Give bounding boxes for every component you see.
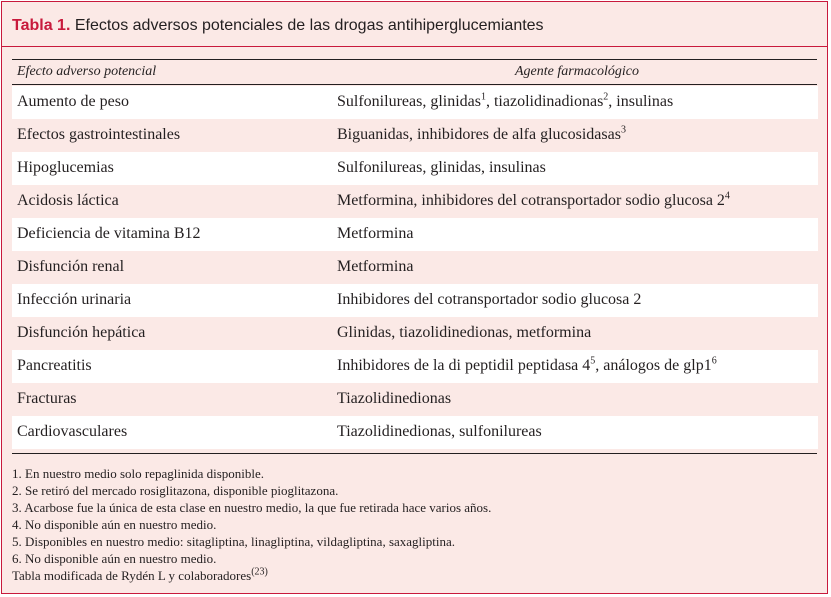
table-row [12, 383, 818, 416]
column-header-effect: Efecto adverso potencial [17, 64, 157, 79]
table-row [12, 86, 818, 119]
text-segment: Inhibidores de la di peptidil peptidasa 4 [337, 357, 591, 374]
pharmacological-agent-cell [337, 357, 717, 375]
text-segment: , análogos de glp1 [595, 357, 712, 374]
column-header-agent: Agente farmacológico [515, 64, 640, 79]
table-row [12, 152, 818, 185]
superscript-reference: (23) [251, 566, 268, 578]
text-segment: 5. Disponibles en nuestro medio: sitagliptina, linagliptina, vildagliptina, saxagliptina. [12, 534, 456, 549]
footnote [12, 550, 491, 567]
table-row [12, 350, 818, 383]
table-frame [1, 1, 828, 594]
adverse-effect-cell: Cardiovasculares [17, 423, 128, 440]
text-segment: Metformina, inhibidores del cotransportador sodio glucosa 2 [337, 192, 725, 209]
table-row [12, 416, 818, 449]
superscript-reference: 5 [590, 355, 596, 367]
header-bottom-rule [12, 84, 817, 85]
table-row [12, 185, 818, 218]
adverse-effect-cell: Fracturas [17, 390, 77, 407]
pharmacological-agent-cell [337, 390, 451, 408]
text-segment: Tiazolidinedionas [337, 390, 452, 407]
table-row [12, 284, 818, 317]
header-top-rule [12, 59, 817, 60]
adverse-effect-cell: Deficiencia de vitamina B12 [17, 225, 201, 242]
pharmacological-agent-cell [337, 324, 591, 342]
text-segment: 1. En nuestro medio solo repaglinida disponible. [12, 466, 265, 481]
pharmacological-agent-cell [337, 258, 413, 276]
text-segment: Sulfonilureas, glinidas, insulinas [337, 159, 546, 176]
table-bottom-rule [12, 453, 817, 454]
text-segment: 4. No disponible aún en nuestro medio. [12, 517, 217, 532]
text-segment: Metformina [337, 258, 414, 275]
pharmacological-agent-cell [337, 225, 413, 243]
pharmacological-agent-cell [337, 291, 641, 309]
text-segment: , tiazolidinadionas [485, 93, 604, 110]
pharmacological-agent-cell [337, 423, 542, 441]
text-segment: Tiazolidinedionas, sulfonilureas [337, 423, 542, 440]
footnote [12, 533, 491, 550]
adverse-effect-cell: Hipoglucemias [17, 159, 114, 176]
text-segment: Inhibidores del cotransportador sodio glucosa 2 [337, 291, 642, 308]
footnote [12, 465, 491, 482]
footnote [12, 567, 491, 584]
text-segment: Sulfonilureas, glinidas [337, 93, 481, 110]
pharmacological-agent-cell [337, 159, 546, 177]
superscript-reference: 1 [480, 91, 486, 103]
text-segment: , insulinas [608, 93, 674, 110]
text-segment: 2. Se retiró del mercado rosiglitazona, disponible pioglitazona. [12, 483, 339, 498]
superscript-reference: 3 [620, 124, 626, 136]
superscript-reference: 4 [724, 190, 730, 202]
pharmacological-agent-cell [337, 192, 730, 210]
footnote [12, 516, 491, 533]
table-title [12, 17, 544, 35]
superscript-reference: 2 [603, 91, 609, 103]
pharmacological-agent-cell [337, 93, 673, 111]
footnotes [12, 465, 491, 584]
table-title-text: Efectos adversos potenciales de las drogas antihiperglucemiantes [70, 17, 544, 34]
text-segment: Metformina [337, 225, 414, 242]
adverse-effect-cell: Acidosis láctica [17, 192, 119, 209]
text-segment: Tabla modificada de Rydén L y colaboradores [12, 568, 252, 583]
table-label: Tabla 1. [12, 17, 71, 34]
table-row [12, 251, 818, 284]
adverse-effect-cell: Efectos gastrointestinales [17, 126, 181, 143]
text-segment: 3. Acarbose fue la única de esta clase en nuestro medio, la que fue retirada hace varios años. [12, 500, 492, 515]
text-segment: 6. No disponible aún en nuestro medio. [12, 551, 217, 566]
pharmacological-agent-cell [337, 126, 626, 144]
table-row [12, 317, 818, 350]
text-segment: Biguanidas, inhibidores de alfa glucosidasas [337, 126, 621, 143]
adverse-effect-cell: Aumento de peso [17, 93, 129, 110]
adverse-effect-cell: Pancreatitis [17, 357, 92, 374]
title-divider [2, 46, 827, 47]
footnote [12, 499, 491, 516]
text-segment: Glinidas, tiazolidinedionas, metformina [337, 324, 592, 341]
footnote [12, 482, 491, 499]
superscript-reference: 6 [711, 355, 717, 367]
adverse-effect-cell: Disfunción renal [17, 258, 125, 275]
adverse-effect-cell: Infección urinaria [17, 291, 132, 308]
adverse-effect-cell: Disfunción hepática [17, 324, 146, 341]
table-row [12, 218, 818, 251]
table-row [12, 119, 818, 152]
